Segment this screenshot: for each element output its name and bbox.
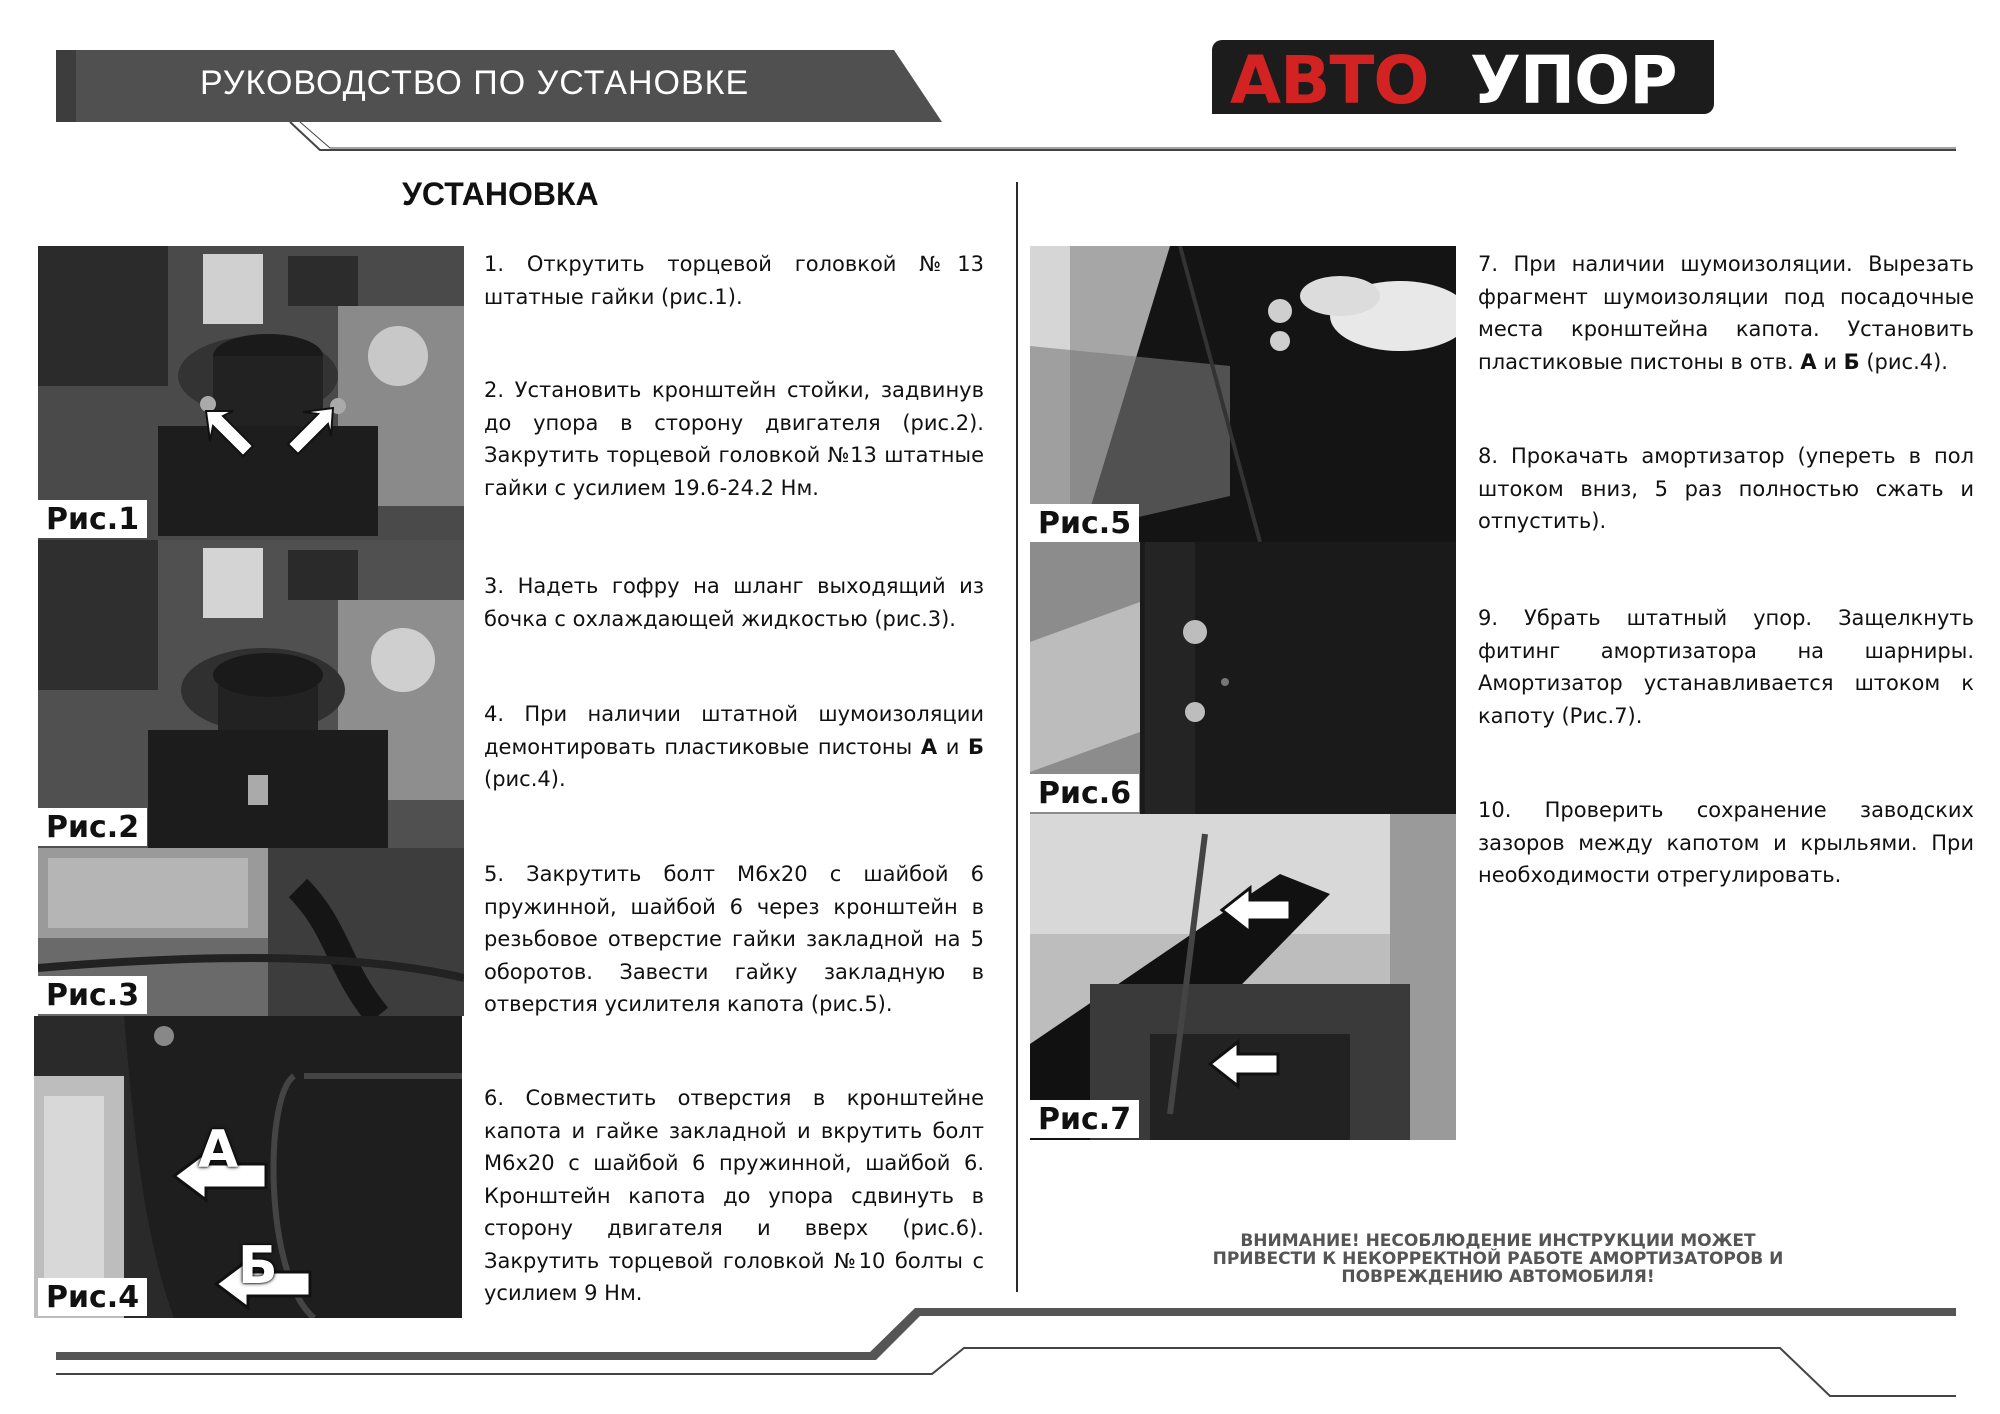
step-2: 2. Установить кронштейн стойки, задвинув до упора в сторону двигателя (рис.2). Закрутить торцевой головкой №13 штатные гайки с усилием 19.6-24.2 Нм. [484, 378, 984, 500]
step-7-text: и [1816, 349, 1844, 374]
figure-caption: Рис.4 [38, 1278, 147, 1316]
figure-7-photo [1030, 814, 1456, 1140]
step-4-label-a: А [920, 734, 938, 759]
figure-4-label-b: Б [238, 1236, 278, 1296]
figure-caption: Рис.1 [38, 500, 147, 538]
step-4-label-b: Б [967, 734, 984, 759]
section-title: УСТАНОВКА [402, 176, 599, 212]
figure-2-photo [38, 540, 464, 848]
figure-caption: Рис.6 [1030, 774, 1139, 812]
figure-caption: Рис.5 [1030, 504, 1139, 542]
step-7-text: (рис.4). [1859, 349, 1948, 374]
step-4-text: и [937, 734, 968, 759]
step-5: 5. Закрутить болт М6х20 с шайбой 6 пружинной, шайбой 6 через кронштейн в резьбовое отверстие гайки закладной на 5 оборотов. Завести гайку закладную в отверстия усилителя капота (рис.5). [484, 862, 984, 1016]
banner-title: РУКОВОДСТВО ПО УСТАНОВКЕ [200, 64, 750, 102]
step-7-label-a: А [1800, 349, 1817, 374]
step-4-text: 4. При наличии штатной шумоизоляции демонтировать пластиковые пистоны [484, 702, 984, 759]
step-4-text: (рис.4). [484, 767, 566, 791]
figure-3-photo [38, 848, 464, 1016]
step-4 [484, 698, 984, 796]
figure-4-label-a: А [198, 1120, 239, 1180]
step-7-label-b: Б [1843, 349, 1860, 374]
hood-bracket-illustration [1030, 246, 1456, 542]
figure-caption: Рис.3 [38, 976, 147, 1014]
warning-notice: ВНИМАНИЕ! НЕСОБЛЮДЕНИЕ ИНСТРУКЦИИ МОЖЕТ ПРИВЕСТИ К НЕКОРРЕКТНОЙ РАБОТЕ АМОРТИЗАТОРОВ И ПОВРЕЖДЕНИЮ АВТОМОБИЛЯ! [1212, 1231, 1784, 1287]
step-6: 6. Совместить отверстия в кронштейне капота и гайке закладной и вкрутить болт М6х20 с шайбой 6 пружинной, шайбой 6. Кронштейн капота до упора сдвинуть в сторону двигателя и вверх (рис.6). Закрутить торцевой головкой №10 болты с усилием 9 Нм. [484, 1086, 984, 1305]
step-7-text: 7. При наличии шумоизоляции. Вырезать фрагмент шумоизоляции под посадочные места кронштейна капота. Установить пластиковые пистоны в отв. [1478, 252, 1974, 374]
column-divider [1016, 182, 1018, 1292]
figure-5-photo [1030, 246, 1456, 542]
figure-caption: Рис.7 [1030, 1100, 1139, 1138]
step-9: 9. Убрать штатный упор. Защелкнуть фитинг амортизатора на шарниры. Амортизатор устанавливается штоком к капоту (Рис.7). [1478, 606, 1974, 728]
step-3: 3. Надеть гофру на шланг выходящий из бочка с охлаждающей жидкостью (рис.3). [484, 574, 984, 631]
step-7 [1478, 248, 1974, 378]
garage-installed-illustration [1030, 814, 1456, 1140]
step-8: 8. Прокачать амортизатор (упереть в пол штоком вниз, 5 раз полностью сжать и отпустить). [1478, 444, 1974, 533]
logo-text-avto: АВТО [1230, 42, 1429, 114]
engine-bay-illustration [38, 540, 464, 848]
figure-caption: Рис.2 [38, 808, 147, 846]
step-1: 1. Открутить торцевой головкой №13 штатные гайки (рис.1). [484, 252, 984, 309]
step-10: 10. Проверить сохранение заводских зазоров между капотом и крыльями. При необходимости отрегулировать. [1478, 798, 1974, 887]
logo-text-upor: УПОР [1470, 42, 1677, 114]
brand-logo [1212, 40, 1714, 114]
figure-1-photo [38, 246, 464, 540]
engine-bay-illustration [38, 246, 464, 540]
figure-4-photo [34, 1016, 462, 1318]
figure-6-photo [1030, 542, 1456, 814]
header-banner [56, 50, 942, 122]
